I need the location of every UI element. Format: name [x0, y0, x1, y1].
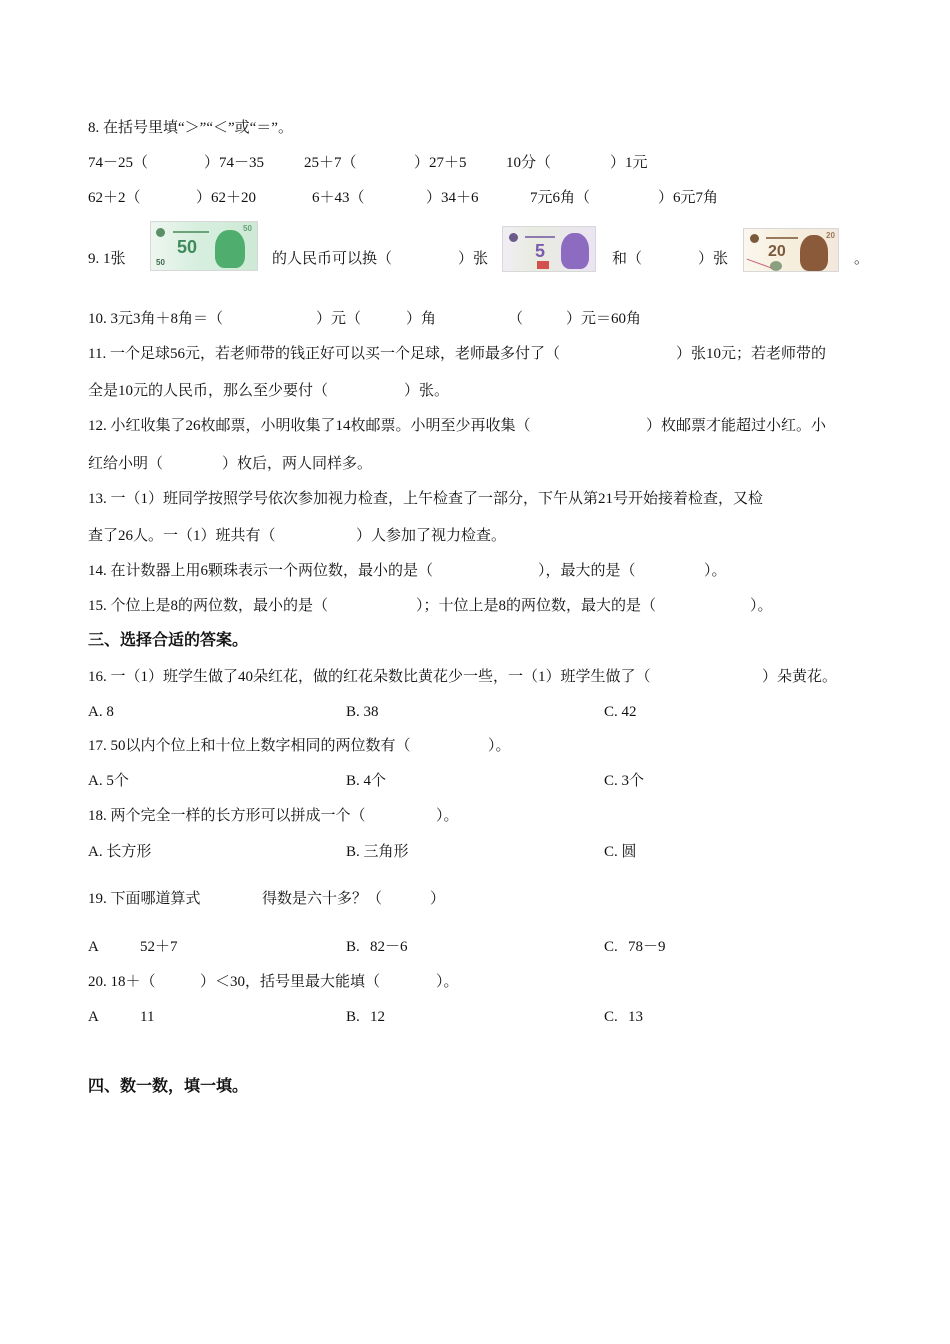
flower-emblem: [770, 261, 782, 271]
q19-option-b-label[interactable]: B.: [346, 939, 360, 955]
q13-line1: 13. 一（1）班同学按照学号依次参加视力检查，上午检查了一部分，下午从第21号开始接着检查，又检: [88, 491, 764, 507]
q17-option-c[interactable]: C. 3个: [604, 773, 645, 789]
q17-stem-a: 17. 50以内个位上和十位上数字相同的两位数有（: [88, 738, 411, 754]
q18-stem-a: 18. 两个完全一样的长方形可以拼成一个（: [88, 808, 366, 824]
q8-r1-c2-left: 25＋7（: [304, 155, 357, 171]
q20-stem-a: 20. 18＋（: [88, 974, 156, 990]
q9-prefix: 9. 1张: [88, 251, 126, 267]
note-value: 5: [535, 241, 546, 261]
q9-zhang1: ）张: [458, 251, 489, 267]
q19-stem-a: 19. 下面哪道算式: [88, 891, 201, 907]
q18-option-b[interactable]: B. 三角形: [346, 844, 409, 860]
q12-line2b: ）枚后，两人同样多。: [222, 456, 373, 472]
q8-r1-c2-right: ）27＋5: [414, 155, 467, 171]
rmb-20-note-image: [743, 228, 839, 272]
q10-part5: ）元＝60角: [566, 311, 642, 327]
q8-r1-c3-left: 10分（: [506, 155, 552, 171]
q16-stem-b: ）朵黄花。: [762, 669, 838, 685]
note-value-small: 50: [156, 258, 165, 267]
q9-end: 。: [854, 251, 870, 267]
q20-option-b-label[interactable]: B.: [346, 1009, 360, 1025]
q8-r2-c2-right: ）34＋6: [426, 190, 479, 206]
q8-r2-c2-left: 6＋43（: [312, 190, 365, 206]
q19-option-a-value[interactable]: 52＋7: [140, 939, 178, 955]
q19-option-a-label[interactable]: A: [88, 939, 99, 955]
q11-line2a: 全是10元的人民币，那么至少要付（: [88, 383, 329, 399]
q19-option-b-value[interactable]: 82－6: [370, 939, 408, 955]
portrait: [800, 235, 828, 271]
red-mark: [537, 261, 549, 269]
note-value-corner: 20: [826, 231, 835, 240]
q18-option-c[interactable]: C. 圆: [604, 844, 637, 860]
q15-b: ）；十位上是8的两位数，最大的是（: [416, 598, 657, 614]
rmb-50-note-image: [150, 221, 258, 271]
note-value: 20: [768, 243, 786, 260]
q14-b: ），最大的是（: [538, 563, 636, 579]
national-emblem-icon: [750, 234, 759, 243]
q20-option-c-value[interactable]: 13: [628, 1009, 643, 1025]
q12-line1b: ）枚邮票才能超过小红。小: [646, 418, 827, 434]
q12-line2a: 红给小明（: [88, 456, 164, 472]
q19-option-c-label[interactable]: C.: [604, 939, 618, 955]
q10-part4: （: [508, 311, 524, 327]
q20-stem-c: ）。: [436, 974, 459, 990]
q15-a: 15. 个位上是8的两位数，最小的是（: [88, 598, 329, 614]
q11-line1b: ）张10元；若老师带的: [676, 346, 827, 362]
q11-line1a: 11. 一个足球56元，若老师带的钱正好可以买一个足球，老师最多付了（: [88, 346, 560, 362]
q18-stem-b: ）。: [436, 808, 459, 824]
section-3-title: 三、选择合适的答案。: [88, 630, 249, 649]
q8-r2-c1-left: 62＋2（: [88, 190, 141, 206]
q14-a: 14. 在计数器上用6颗珠表示一个两位数，最小的是（: [88, 563, 434, 579]
q10-part2: ）元（: [316, 311, 362, 327]
q17-stem-b: ）。: [488, 738, 511, 754]
bank-name-strip: [766, 237, 798, 239]
q11-line2b: ）张。: [404, 383, 450, 399]
q8-r1-c1-left: 74－25（: [88, 155, 149, 171]
q15-c: ）。: [750, 598, 773, 614]
q17-option-b[interactable]: B. 4个: [346, 773, 387, 789]
note-value-corner: 50: [243, 224, 252, 233]
q8-r2-c1-right: ）62＋20: [196, 190, 257, 206]
q8-r2-c3-left: 7元6角（: [530, 190, 591, 206]
portrait: [561, 233, 589, 269]
q17-option-a[interactable]: A. 5个: [88, 773, 129, 789]
q8-r2-c3-right: ）6元7角: [658, 190, 719, 206]
note-value: 50: [177, 237, 198, 257]
q20-stem-b: ）＜30，括号里最大能填（: [200, 974, 381, 990]
q16-stem-a: 16. 一（1）班学生做了40朵红花，做的红花朵数比黄花少一些，一（1）班学生做了（: [88, 669, 651, 685]
q19-option-c-value[interactable]: 78－9: [628, 939, 666, 955]
national-emblem-icon: [509, 233, 518, 242]
q9-zhang2: ）张: [698, 251, 729, 267]
q9-mid: 的人民币可以换（: [272, 251, 393, 267]
q8-r1-c3-right: ）1元: [610, 155, 648, 171]
q10-part3: ）角: [406, 311, 437, 327]
q16-option-a[interactable]: A. 8: [88, 704, 114, 720]
q16-option-b[interactable]: B. 38: [346, 704, 379, 720]
q14-c: ）。: [704, 563, 727, 579]
q20-option-b-value[interactable]: 12: [370, 1009, 385, 1025]
q19-stem-b: 得数是六十多？（: [262, 891, 383, 907]
rmb-5-note-image: [502, 226, 596, 272]
q18-option-a[interactable]: A. 长方形: [88, 844, 152, 860]
q13-line2b: ）人参加了视力检查。: [356, 528, 507, 544]
q20-option-c-label[interactable]: C.: [604, 1009, 618, 1025]
section-4-title: 四、数一数，填一填。: [88, 1076, 249, 1095]
bank-name-strip: [525, 236, 555, 238]
q16-option-c[interactable]: C. 42: [604, 704, 637, 720]
q20-option-a-label[interactable]: A: [88, 1009, 99, 1025]
q9-and: 和（: [612, 251, 643, 267]
q12-line1a: 12. 小红收集了26枚邮票，小明收集了14枚邮票。小明至少再收集（: [88, 418, 531, 434]
bank-name-strip: [173, 231, 209, 233]
national-emblem-icon: [156, 228, 165, 237]
q10-part1: 10. 3元3角＋8角＝（: [88, 311, 224, 327]
q19-stem-c: ）: [430, 891, 446, 907]
q8-r1-c1-right: ）74－35: [204, 155, 265, 171]
q20-option-a-value[interactable]: 11: [140, 1009, 155, 1025]
portrait: [215, 230, 245, 268]
q8-stem: 8. 在括号里填“＞”“＜”或“＝”。: [88, 120, 293, 136]
q13-line2a: 查了26人。一（1）班共有（: [88, 528, 276, 544]
